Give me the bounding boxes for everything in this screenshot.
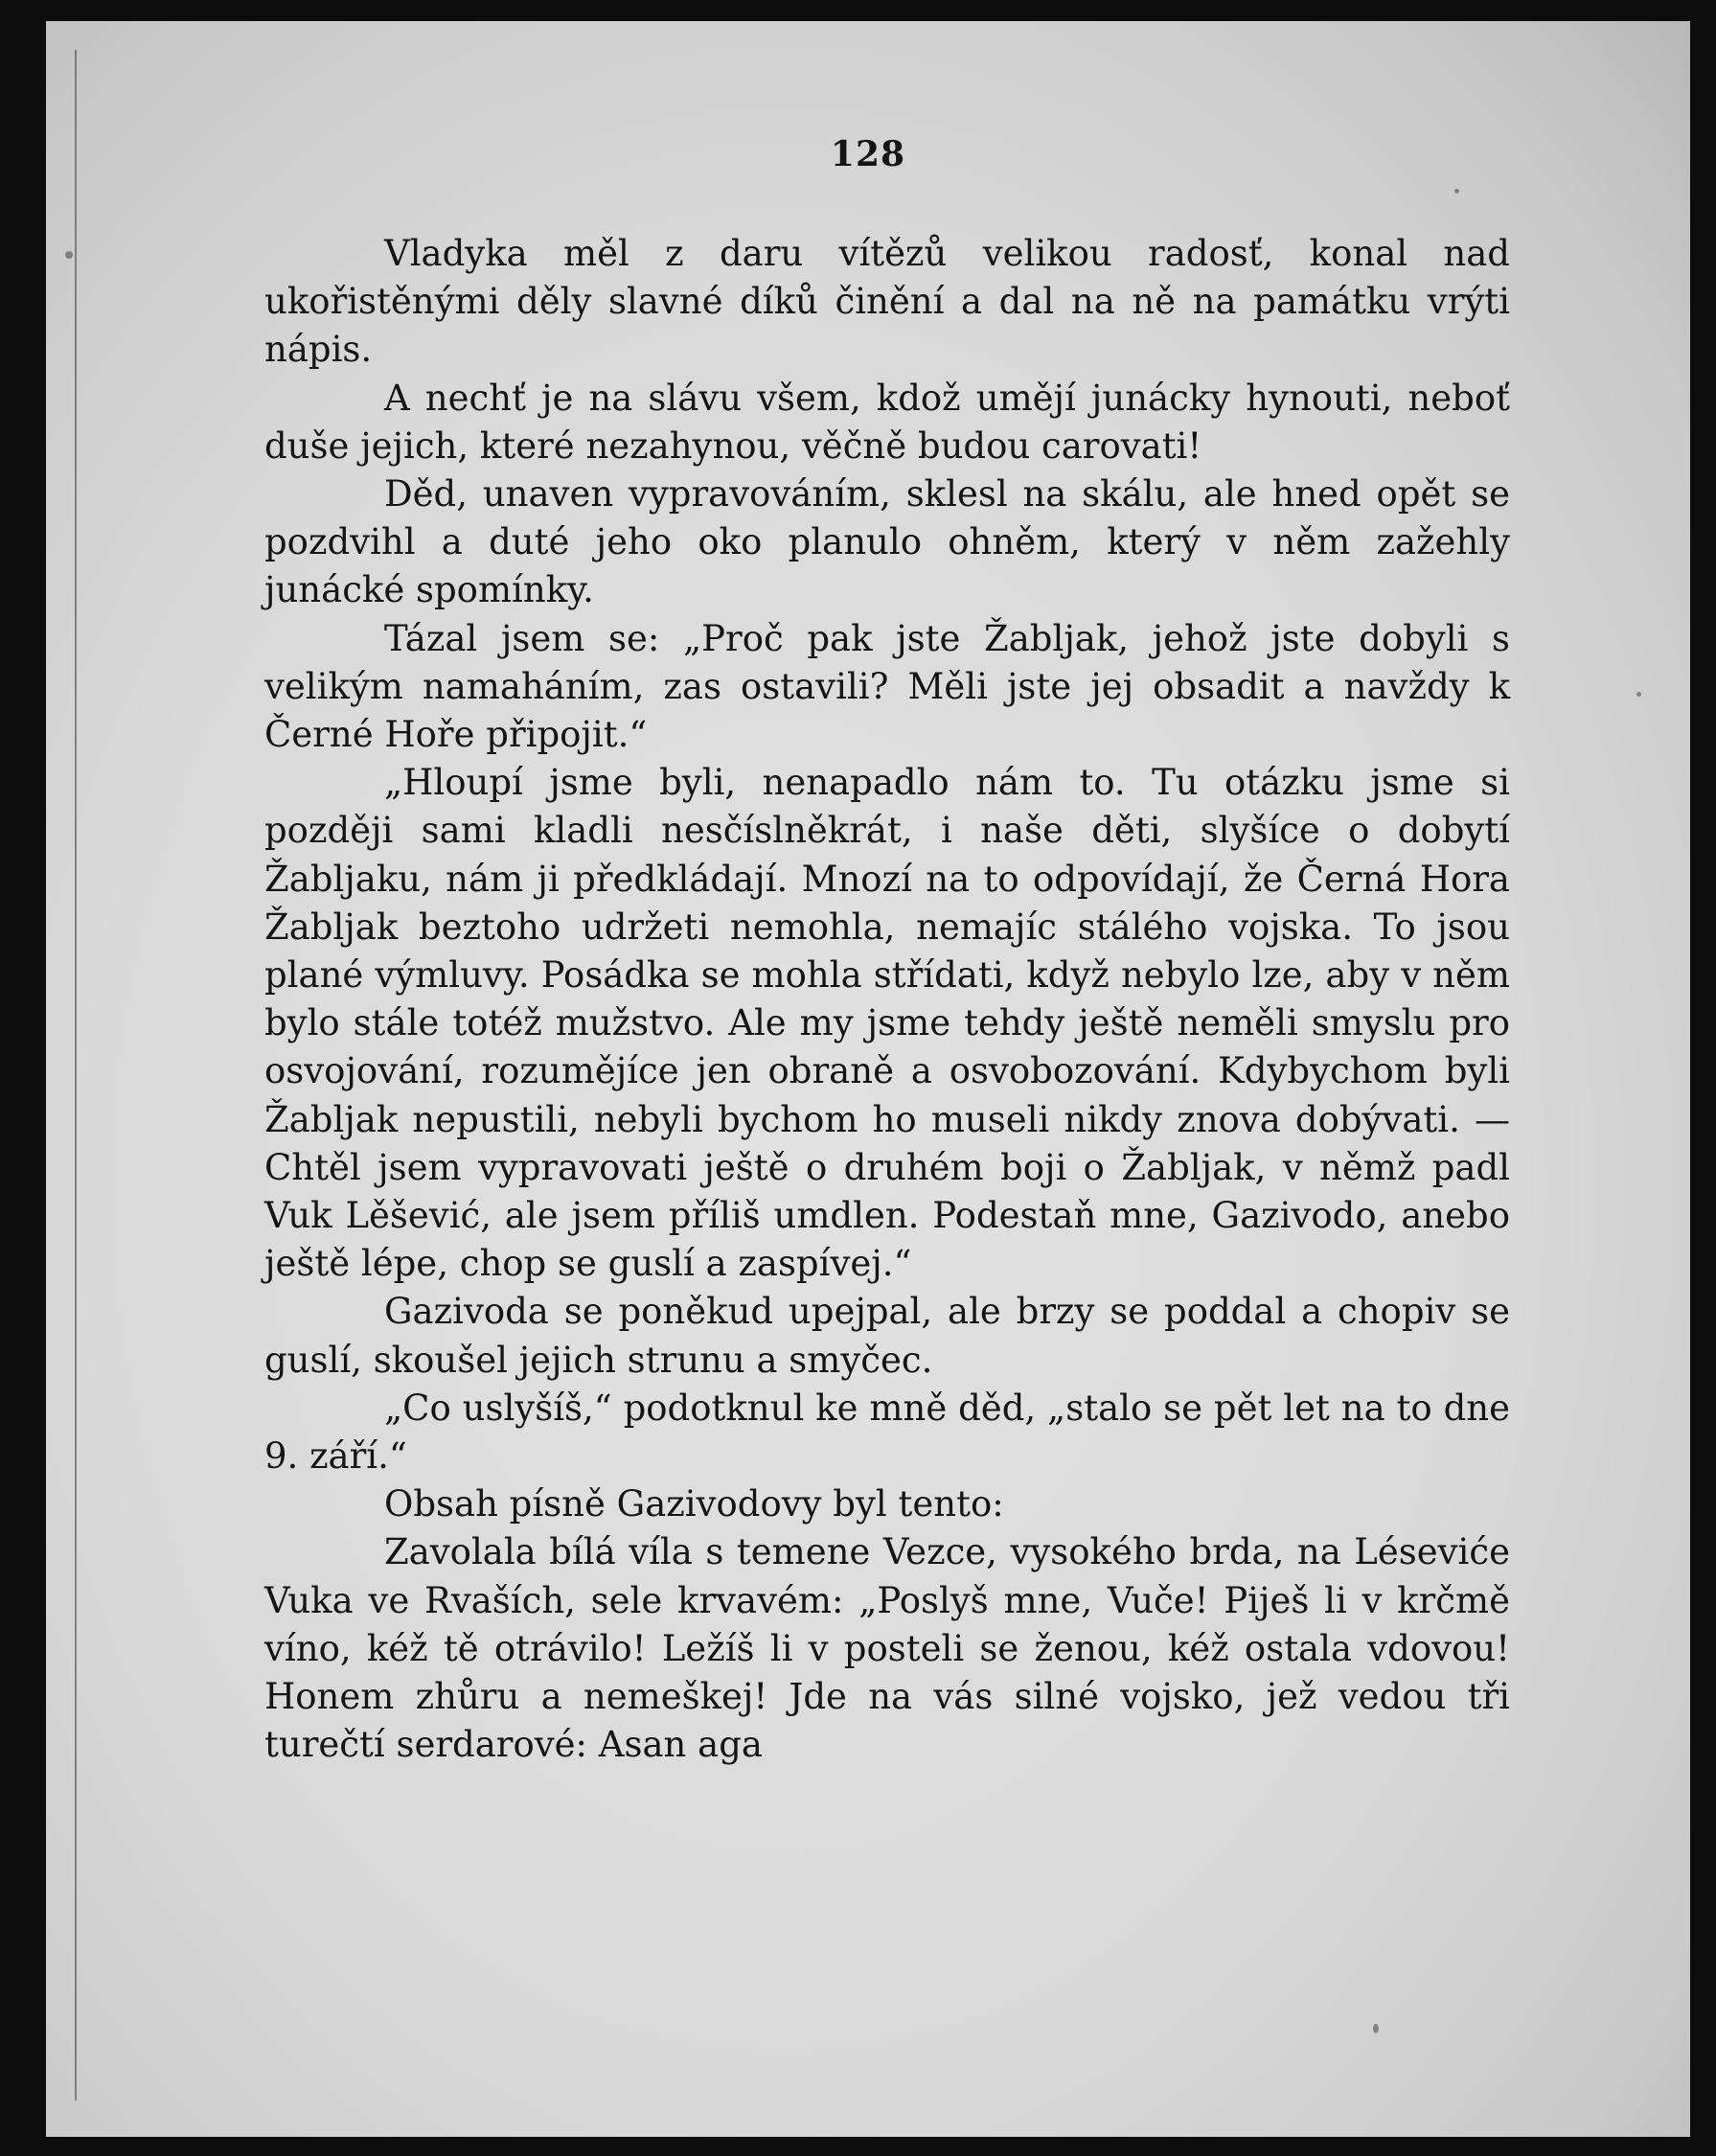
scan-speck <box>65 251 73 259</box>
paragraph-2: A nechť je na slávu všem, kdož umějí junácky hynouti, neboť duše jejich, které nezahynou, věčně budou carovati! <box>264 377 1510 467</box>
page-number: 128 <box>830 134 906 174</box>
paragraph-3: Děd, unaven vypravováním, sklesl na skálu, ale hned opět se pozdvihl a duté jeho oko planulo ohněm, který v něm zažehly junácké spomínky. <box>264 473 1510 611</box>
scan-speck <box>1373 2024 1379 2033</box>
page-body-text <box>264 230 1510 1770</box>
scan-speck <box>1636 692 1641 697</box>
scan-speck <box>1454 189 1459 194</box>
paragraph-7: „Co uslyšíš,“ podotknul ke mně děd, „stalo se pět let na to dne 9. září.“ <box>264 1387 1510 1478</box>
book-page <box>46 21 1690 2137</box>
page-edge-shadow <box>75 50 77 2100</box>
paragraph-6: Gazivoda se poněkud upejpal, ale brzy se poddal a chopiv se guslí, skoušel jejich strunu a smyčec. <box>264 1291 1510 1381</box>
paragraph-4: Tázal jsem se: „Proč pak jste Žabljak, jehož jste dobyli s velikým namaháním, zas ostavili? Měli jste jej obsadit a navždy k Černé Hoře připojit.“ <box>264 617 1510 756</box>
paragraph-9: Zavolala bílá víla s temene Vezce, vysokého brda, na Léseviće Vuka ve Rvaších, sele krvavém: „Poslyš mne, Vuče! Piješ li v krčmě víno, kéž tě otrávilo! Ležíš li v posteli se ženou, kéž ostala vdovou! Honem zhůru a nemeškej! Jde na vás silné vojsko, jež vedou tři turečtí serdarové: Asan aga <box>264 1531 1510 1766</box>
paragraph-1: Vladyka měl z daru vítězů velikou radosť, konal nad ukořistěnými děly slavné díků činění a dal na ně na památku vrýti nápis. <box>264 233 1510 371</box>
paragraph-8: Obsah písně Gazivodovy byl tento: <box>384 1483 1004 1525</box>
paragraph-5: „Hloupí jsme byli, nenapadlo nám to. Tu otázku jsme si později sami kladli nesčíslněkrát, i naše děti, slyšíce o dobytí Žabljaku, nám ji předkládají. Mnozí na to odpovídají, že Černá Hora Žabljak beztoho udržeti nemohla, nemajíc stálého vojska. To jsou plané výmluvy. Posádka se mohla střídati, když nebylo lze, aby v něm bylo stále totéž mužstvo. Ale my jsme tehdy ještě neměli smyslu pro osvojování, rozumějíce jen obraně a osvobozování. Kdybychom byli Žabljak nepustili, nebyli bychom ho museli nikdy znova dobývati. — Chtěl jsem vypravovati ještě o druhém boji o Žabljak, v němž padl Vuk Lěšević, ale jsem příliš umdlen. Podestaň mne, Gazivodo, anebo ještě lépe, chop se guslí a zaspívej.“ <box>264 762 1510 1285</box>
